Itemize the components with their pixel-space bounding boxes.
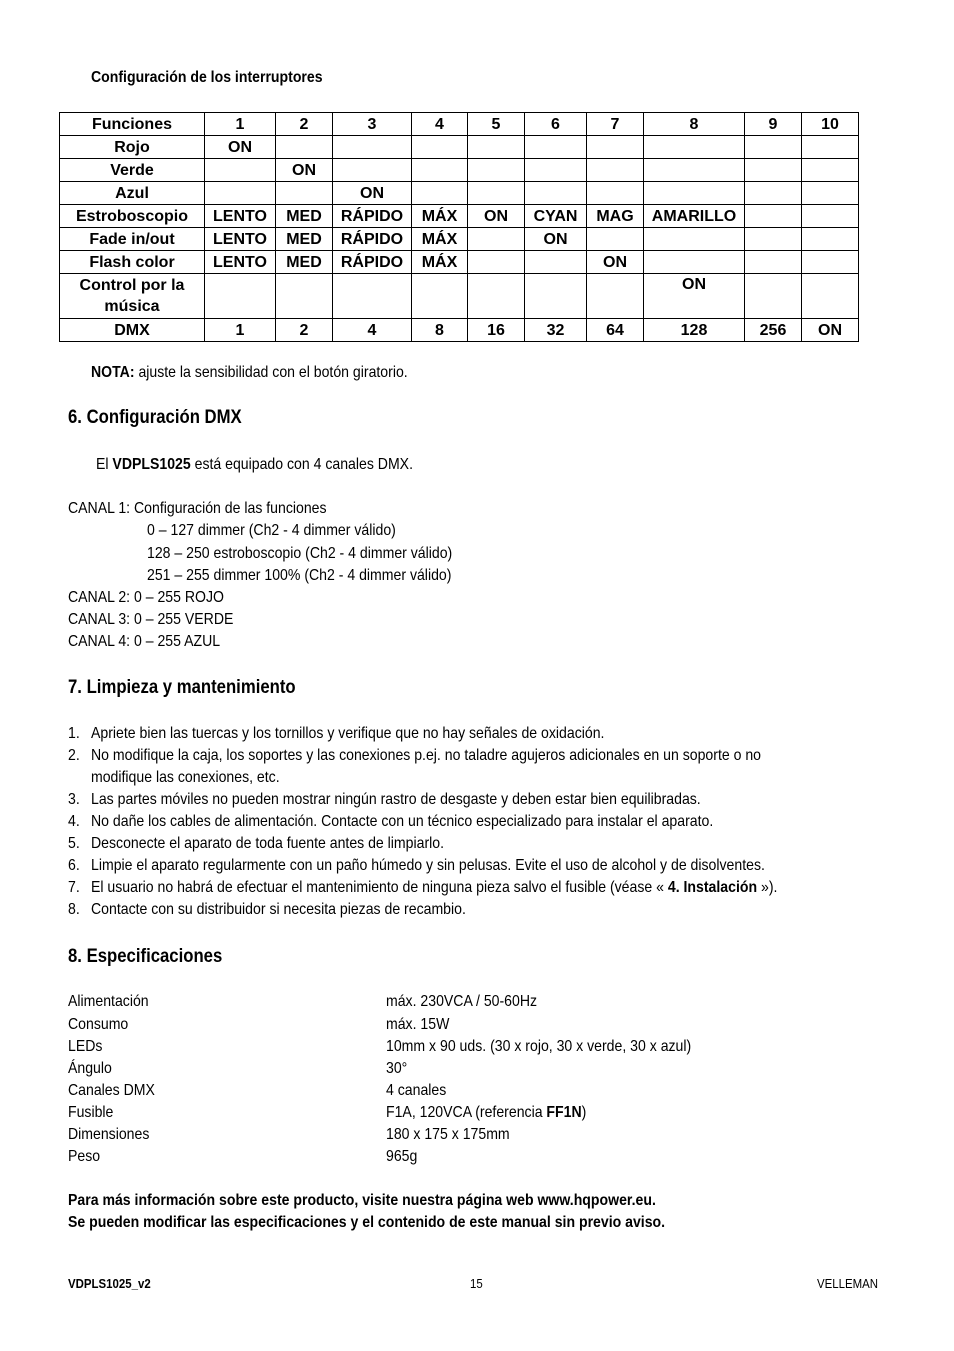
table-row [60, 319, 859, 342]
spec-label: Canales DMX [68, 1082, 155, 1099]
table-cell: 256 [745, 319, 802, 342]
table-cell: DMX [60, 319, 205, 342]
list-item [68, 813, 81, 831]
list-item-text [91, 879, 871, 897]
spec-label: Alimentación [68, 993, 149, 1010]
list-item-text-part: »). [757, 879, 778, 896]
table-row [60, 159, 859, 182]
table-cell [587, 136, 644, 159]
table-cell [802, 159, 859, 182]
table-cell: ON [525, 228, 587, 251]
table-row [60, 274, 859, 319]
switch-config-title: Configuración de los interruptores [91, 69, 323, 86]
channel-4-label: CANAL 4: 0 – 255 AZUL [68, 633, 221, 650]
table-cell [587, 228, 644, 251]
table-cell [205, 159, 276, 182]
spec-label: Peso [68, 1148, 101, 1165]
table-cell: 16 [468, 319, 525, 342]
table-cell: ON [205, 136, 276, 159]
table-cell: 4 [333, 319, 412, 342]
table-cell: ON [587, 251, 644, 274]
list-item-text-continued: modifique las conexiones, etc. [91, 769, 280, 786]
table-header-cell: 4 [412, 113, 468, 136]
table-cell: ON [644, 274, 745, 319]
list-number: 2. [68, 747, 80, 764]
table-cell [802, 136, 859, 159]
table-cell [468, 228, 525, 251]
spec-label: Consumo [68, 1016, 129, 1033]
table-cell [644, 251, 745, 274]
spec-value [386, 1104, 614, 1122]
spec-label: Ángulo [68, 1060, 112, 1077]
table-header-cell: 9 [745, 113, 802, 136]
table-cell: RÁPIDO [333, 251, 412, 274]
table-cell [802, 251, 859, 274]
list-item [68, 835, 81, 853]
spec-value: 10mm x 90 uds. (30 x rojo, 30 x verde, 30 x azul) [386, 1038, 692, 1055]
spec-value: 180 x 175 x 175mm [386, 1126, 510, 1143]
table-cell: Estroboscopio [60, 205, 205, 228]
list-number: 1. [68, 725, 80, 742]
table-cell [745, 159, 802, 182]
table-header-cell: 8 [644, 113, 745, 136]
spec-value: 30° [386, 1060, 408, 1077]
list-item-text-part: El usuario no habrá de efectuar el mantenimiento de ninguna pieza salvo el fusible (véase « [91, 879, 668, 896]
section-reference: 4. Instalación [667, 879, 758, 896]
table-cell [802, 205, 859, 228]
table-cell: LENTO [205, 251, 276, 274]
sensitivity-note [91, 364, 451, 382]
table-cell [525, 182, 587, 205]
model-name: VDPLS1025 [112, 456, 191, 473]
table-cell [412, 182, 468, 205]
spec-label: Fusible [68, 1104, 114, 1121]
more-info-note: Para más información sobre este producto, visite nuestra página web www.hqpower.eu. [68, 1192, 656, 1209]
spec-label: LEDs [68, 1038, 103, 1055]
table-cell [276, 274, 333, 319]
switch-config-table [59, 112, 859, 342]
footer-page-number: 15 [470, 1276, 483, 1291]
table-header-cell: 10 [802, 113, 859, 136]
table-cell: Azul [60, 182, 205, 205]
table-cell: MÁX [412, 228, 468, 251]
table-cell: MÁX [412, 251, 468, 274]
table-cell: 8 [412, 319, 468, 342]
dmx-intro-post: está equipado con 4 canales DMX. [190, 456, 413, 473]
table-cell [525, 274, 587, 319]
table-header-cell: 7 [587, 113, 644, 136]
table-cell [802, 274, 859, 319]
table-cell [412, 159, 468, 182]
list-item [68, 791, 81, 809]
spec-value: 965g [386, 1148, 418, 1165]
table-cell [745, 251, 802, 274]
table-cell: LENTO [205, 205, 276, 228]
table-cell [412, 136, 468, 159]
spec-value-part: F1A, 120VCA (referencia [386, 1104, 547, 1121]
list-number: 4. [68, 813, 80, 830]
table-row [60, 251, 859, 274]
table-cell: 2 [276, 319, 333, 342]
channel-1-item: 0 – 127 dimmer (Ch2 - 4 dimmer válido) [147, 522, 396, 539]
table-cell: Flash color [60, 251, 205, 274]
table-cell: MED [276, 205, 333, 228]
channel-2-label: CANAL 2: 0 – 255 ROJO [68, 589, 224, 606]
list-number: 3. [68, 791, 80, 808]
list-item [68, 747, 81, 765]
table-cell [333, 274, 412, 319]
table-cell: 64 [587, 319, 644, 342]
table-header-cell: Funciones [60, 113, 205, 136]
table-cell [276, 182, 333, 205]
list-number: 7. [68, 879, 80, 896]
list-item [68, 901, 81, 919]
list-item-text: Las partes móviles no pueden mostrar ningún rastro de desgaste y deben estar bien equilibradas. [91, 791, 701, 808]
table-cell [745, 274, 802, 319]
channel-3-label: CANAL 3: 0 – 255 VERDE [68, 611, 234, 628]
table-header-cell: 3 [333, 113, 412, 136]
table-cell: ON [468, 205, 525, 228]
list-number: 6. [68, 857, 80, 874]
table-row [60, 136, 859, 159]
list-item [68, 725, 81, 743]
table-cell [333, 159, 412, 182]
table-row [60, 182, 859, 205]
table-cell: CYAN [525, 205, 587, 228]
table-cell [468, 251, 525, 274]
dmx-intro [96, 456, 456, 474]
table-cell: 1 [205, 319, 276, 342]
table-cell: MED [276, 228, 333, 251]
table-cell [525, 159, 587, 182]
table-header-cell: 5 [468, 113, 525, 136]
fuse-reference: FF1N [546, 1104, 582, 1121]
footer-model: VDPLS1025_v2 [68, 1276, 151, 1291]
table-cell [587, 159, 644, 182]
table-header-cell: 6 [525, 113, 587, 136]
table-cell [205, 182, 276, 205]
maintenance-heading: 7. Limpieza y mantenimiento [68, 677, 296, 698]
spec-value: máx. 230VCA / 50-60Hz [386, 993, 538, 1010]
spec-value: máx. 15W [386, 1016, 450, 1033]
table-cell [644, 182, 745, 205]
disclaimer-note: Se pueden modificar las especificaciones y el contenido de este manual sin previo aviso. [68, 1214, 666, 1231]
table-cell [333, 136, 412, 159]
table-cell [644, 159, 745, 182]
table-cell: Verde [60, 159, 205, 182]
table-cell: AMARILLO [644, 205, 745, 228]
table-cell: Control por la música [60, 274, 205, 319]
table-row [60, 228, 859, 251]
table-header-cell: 2 [276, 113, 333, 136]
specs-heading: 8. Especificaciones [68, 946, 223, 967]
table-row [60, 205, 859, 228]
table-cell [525, 136, 587, 159]
table-cell [802, 228, 859, 251]
list-item-text: No dañe los cables de alimentación. Contacte con un técnico especializado para instalar el aparato. [91, 813, 714, 830]
table-cell [468, 136, 525, 159]
spec-value: 4 canales [386, 1082, 447, 1099]
table-header-row [60, 113, 859, 136]
table-cell [276, 136, 333, 159]
table-cell [525, 251, 587, 274]
dmx-intro-pre: El [96, 456, 113, 473]
list-item [68, 879, 81, 897]
table-cell [587, 274, 644, 319]
list-number: 5. [68, 835, 80, 852]
list-item-text: Contacte con su distribuidor si necesita piezas de recambio. [91, 901, 466, 918]
table-cell [745, 205, 802, 228]
note-label: NOTA: [91, 364, 135, 381]
channel-1-label: CANAL 1: Configuración de las funciones [68, 500, 327, 517]
table-cell: ON [802, 319, 859, 342]
list-item-text: Limpie el aparato regularmente con un paño húmedo y sin pelusas. Evite el uso de alcohol y de disolventes. [91, 857, 765, 874]
table-cell: ON [333, 182, 412, 205]
table-cell [468, 159, 525, 182]
table-cell: 128 [644, 319, 745, 342]
list-item [68, 857, 81, 875]
dmx-heading: 6. Configuración DMX [68, 407, 242, 428]
table-cell: MÁX [412, 205, 468, 228]
table-cell: ON [276, 159, 333, 182]
table-cell [745, 228, 802, 251]
channel-1-item: 251 – 255 dimmer 100% (Ch2 - 4 dimmer válido) [147, 567, 452, 584]
spec-label: Dimensiones [68, 1126, 150, 1143]
table-cell: RÁPIDO [333, 228, 412, 251]
table-cell [644, 136, 745, 159]
table-cell: 32 [525, 319, 587, 342]
list-item-text: No modifique la caja, los soportes y las conexiones p.ej. no taladre agujeros adicionales en un soporte o no [91, 747, 761, 764]
table-cell [468, 274, 525, 319]
table-cell: LENTO [205, 228, 276, 251]
table-cell: MED [276, 251, 333, 274]
channel-1-item: 128 – 250 estroboscopio (Ch2 - 4 dimmer válido) [147, 545, 453, 562]
table-cell [644, 228, 745, 251]
table-cell [412, 274, 468, 319]
footer-brand: VELLEMAN [817, 1276, 879, 1291]
table-cell: Fade in/out [60, 228, 205, 251]
table-cell [745, 136, 802, 159]
table-cell [468, 182, 525, 205]
table-cell: RÁPIDO [333, 205, 412, 228]
table-cell: Rojo [60, 136, 205, 159]
table-header-cell: 1 [205, 113, 276, 136]
list-item-text: Apriete bien las tuercas y los tornillos y verifique que no hay señales de oxidación. [91, 725, 605, 742]
note-text: ajuste la sensibilidad con el botón giratorio. [134, 364, 408, 381]
spec-value-part: ) [581, 1104, 587, 1121]
table-cell [802, 182, 859, 205]
table-cell: MAG [587, 205, 644, 228]
table-cell [587, 182, 644, 205]
table-cell [745, 182, 802, 205]
list-number: 8. [68, 901, 80, 918]
list-item-text: Desconecte el aparato de toda fuente antes de limpiarlo. [91, 835, 445, 852]
table-cell [205, 274, 276, 319]
